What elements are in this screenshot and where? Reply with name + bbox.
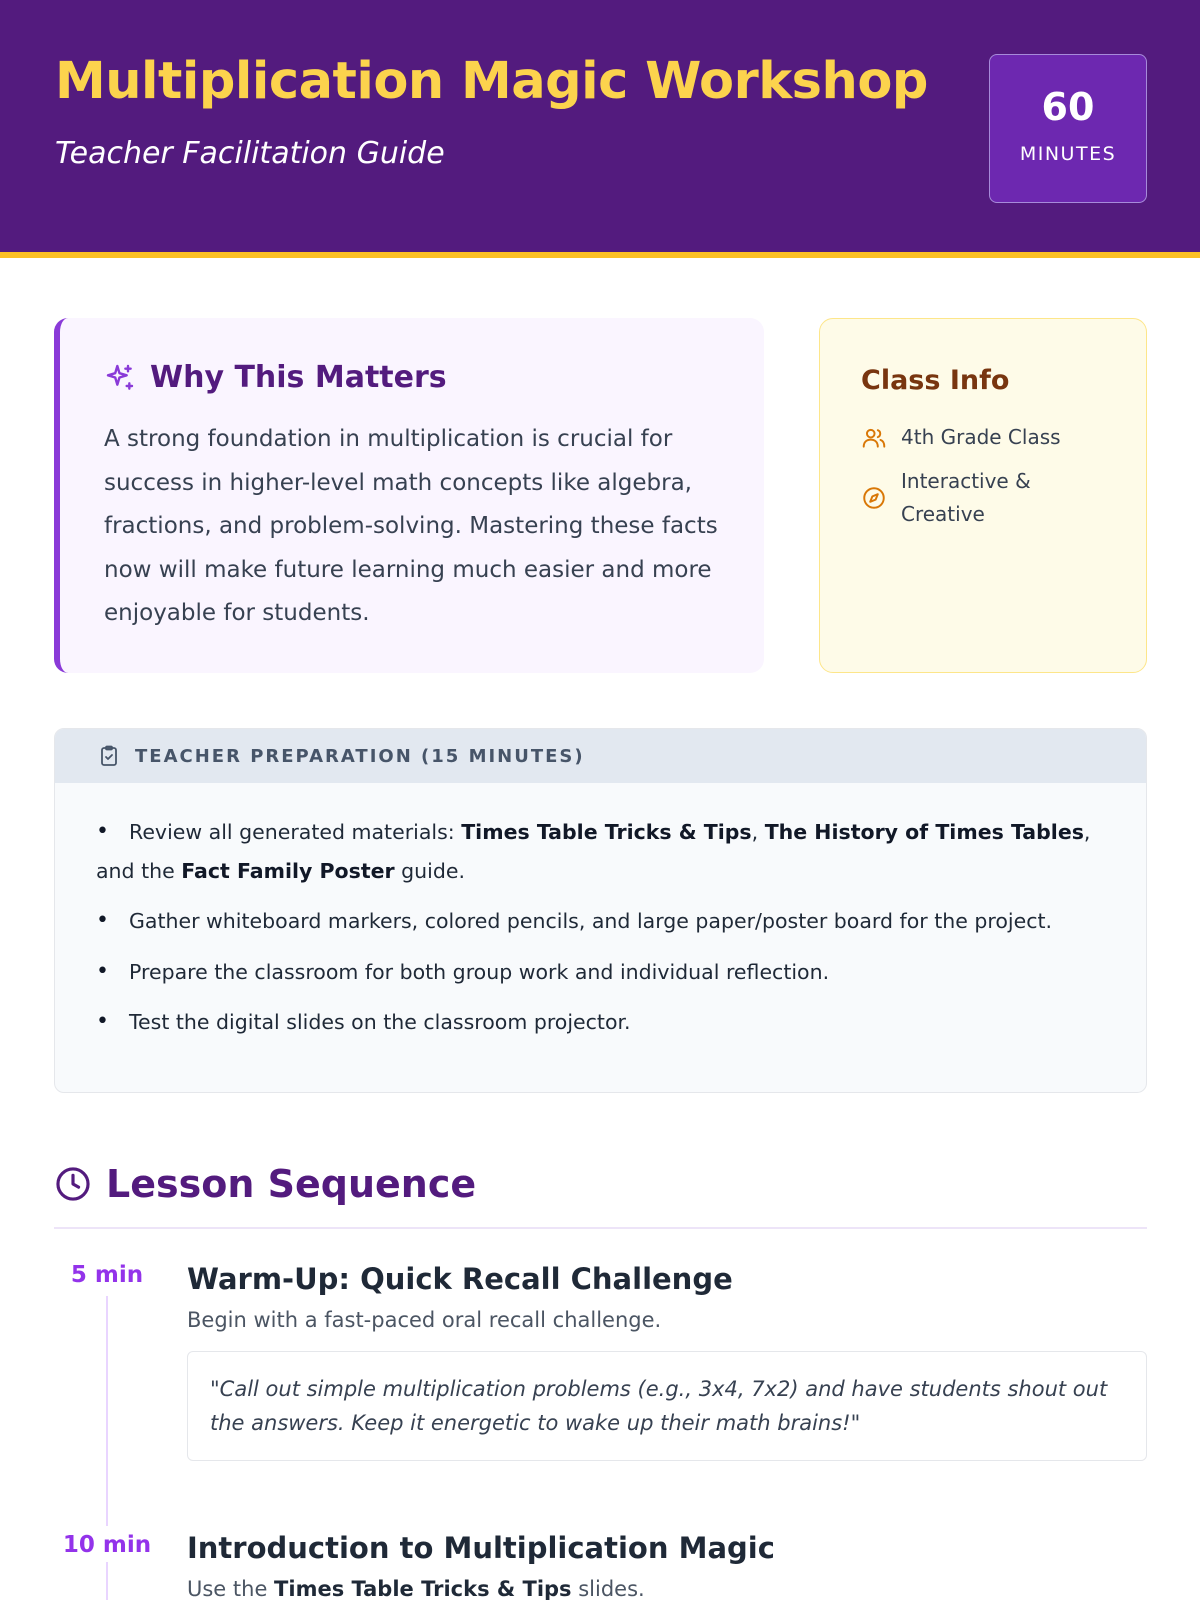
clipboard-check-icon xyxy=(97,744,121,768)
sparkles-icon xyxy=(104,362,136,394)
step-description-text: slides. xyxy=(571,1577,645,1600)
duration-badge xyxy=(989,54,1147,203)
step-duration: 5 min xyxy=(70,1262,144,1288)
teacher-script-text: "Call out simple multiplication problems (e.g., 3x4, 7x2) and have students shout out the answers. Keep it energetic to wake up their math brains!" xyxy=(210,1377,1108,1435)
list-item xyxy=(96,813,1106,890)
why-this-matters-heading xyxy=(104,360,447,395)
class-info-title: Class Info xyxy=(861,365,1010,396)
class-info-style-text: Interactive & Creative xyxy=(901,469,1031,526)
list-item xyxy=(96,902,1106,941)
prep-item-text: Review all generated materials: xyxy=(129,820,462,844)
material-name: Times Table Tricks & Tips xyxy=(274,1577,572,1600)
section-divider xyxy=(54,1227,1147,1229)
step-description: Begin with a fast-paced oral recall challenge. xyxy=(187,1308,662,1332)
step-duration: 10 min xyxy=(62,1532,152,1558)
why-this-matters-title: Why This Matters xyxy=(150,360,447,395)
step-title: Warm-Up: Quick Recall Challenge xyxy=(187,1262,733,1296)
page-header xyxy=(0,0,1200,258)
teacher-script-box xyxy=(187,1351,1147,1461)
teacher-preparation-header xyxy=(55,729,1146,783)
clock-icon xyxy=(54,1165,92,1203)
bullet-icon: • xyxy=(96,1009,109,1034)
list-item xyxy=(96,953,1106,992)
step-description-text: Use the xyxy=(187,1577,275,1600)
timeline-line xyxy=(106,1562,108,1600)
prep-item-text: , and the xyxy=(96,820,1091,883)
list-item xyxy=(96,1003,1106,1042)
lesson-sequence-heading xyxy=(54,1162,476,1206)
material-name: Fact Family Poster xyxy=(181,858,395,883)
duration-unit: MINUTES xyxy=(1019,143,1117,165)
teacher-preparation-title: TEACHER PREPARATION (15 MINUTES) xyxy=(135,745,585,767)
teacher-preparation-card xyxy=(54,728,1147,1093)
class-info-style xyxy=(861,465,1071,531)
duration-number: 60 xyxy=(1041,85,1095,129)
prep-item-text: Test the digital slides on the classroom projector. xyxy=(129,1010,631,1034)
prep-item-text: Prepare the classroom for both group work and individual reflection. xyxy=(129,959,830,984)
prep-item-text: Gather whiteboard markers, colored pencils, and large paper/poster board for the project. xyxy=(129,909,1053,933)
prep-item-text: guide. xyxy=(394,858,466,883)
compass-icon xyxy=(861,485,887,511)
material-name: The History of Times Tables xyxy=(764,820,1084,844)
preparation-list xyxy=(96,813,1106,1054)
class-info-card xyxy=(819,318,1147,673)
timeline-line xyxy=(106,1296,108,1526)
bullet-icon: • xyxy=(96,958,109,984)
why-this-matters-card xyxy=(54,318,764,673)
class-info-grade xyxy=(861,421,1061,454)
page-subtitle: Teacher Facilitation Guide xyxy=(55,136,445,171)
step-description xyxy=(187,1577,645,1600)
material-name: Times Table Tricks & Tips xyxy=(461,820,752,844)
why-this-matters-text: A strong foundation in multiplication is crucial for success in higher-level math concepts like algebra, fractions, and problem-solving. Mastering these facts now will make future learning much easier and more enjoyable for students. xyxy=(104,426,718,626)
lesson-sequence-title: Lesson Sequence xyxy=(106,1162,477,1206)
bullet-icon: • xyxy=(96,819,109,844)
page-title: Multiplication Magic Workshop xyxy=(55,52,928,111)
bullet-icon: • xyxy=(96,908,109,933)
step-title: Introduction to Multiplication Magic xyxy=(187,1531,775,1565)
class-info-grade-text: 4th Grade Class xyxy=(901,425,1061,449)
users-icon xyxy=(861,425,887,451)
prep-item-text: , xyxy=(751,820,765,844)
